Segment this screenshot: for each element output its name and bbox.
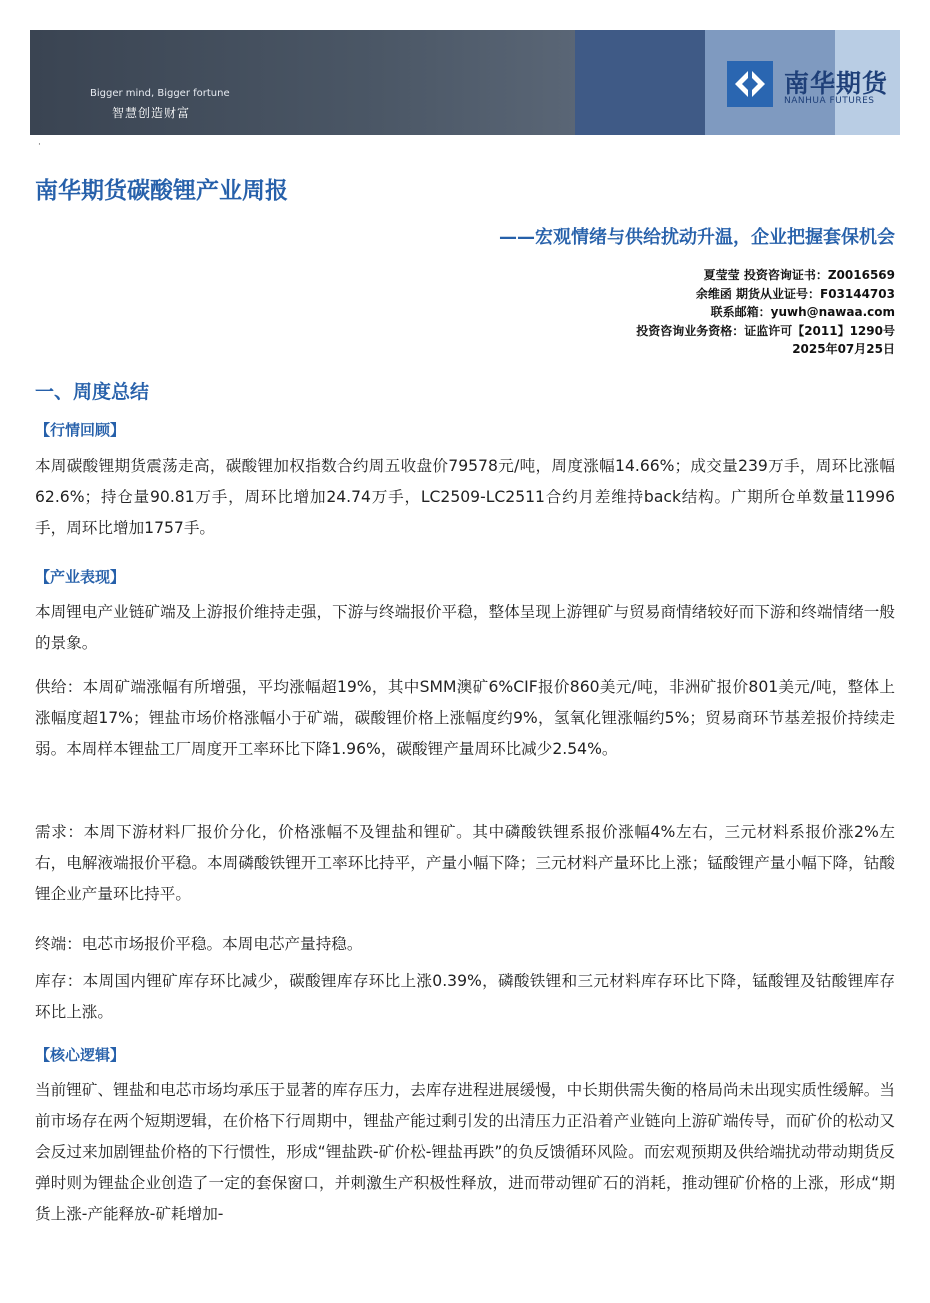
paragraph-supply: 供给：本周矿端涨幅有所增强，平均涨幅超19%，其中SMM澳矿6%CIF报价860美元/吨，非洲矿报价801美元/吨，整体上涨幅度超17%；锂盐市场价格涨幅小于矿端，碳酸锂价格上涨幅度约9%，氢氧化锂涨幅约5%；贸易商环节基差报价持续走弱。本周样本锂盐工厂周度开工率环比下降1.96%，碳酸锂产量周环比减少2.54%。 (35, 678, 895, 758)
paragraph-demand: 需求：本周下游材料厂报价分化，价格涨幅不及锂盐和锂矿。其中磷酸铁锂系报价涨幅4%左右，三元材料系报价涨2%左右，电解液端报价平稳。本周磷酸铁锂开工率环比持平，产量小幅下降；三元材料产量环比上涨；锰酸锂产量小幅下降，钴酸锂企业产量环比持平。 (35, 823, 895, 903)
logo-text-chinese: 南华期货 (784, 69, 889, 98)
section-heading: 一、周度总结 (35, 381, 150, 403)
author-line: 余维函 期货从业证号：F03144703 (695, 286, 895, 301)
paragraph-industry-intro: 本周锂电产业链矿端及上游报价维持走强，下游与终端报价平稳，整体呈现上游锂矿与贸易商情绪较好而下游和终端情绪一般的景象。 (35, 603, 895, 652)
banner-stripe (575, 30, 705, 135)
report-title: 南华期货碳酸锂产业周报 (35, 178, 288, 204)
author-info (636, 266, 895, 359)
paragraph-market-review: 本周碳酸锂期货震荡走高，碳酸锂加权指数合约周五收盘价79578元/吨，周度涨幅14.66%；成交量239万手，周环比涨幅62.6%；持仓量90.81万手，周环比增加24.74万手，LC2509-LC2511合约月差维持back结构。广期所仓单数量11996手，周环比增加1757手。 (35, 457, 895, 537)
page-marker: · (38, 140, 41, 150)
slogan-english: Bigger mind, Bigger fortune (90, 88, 230, 99)
license-line: 投资咨询业务资格：证监许可【2011】1290号 (636, 323, 895, 338)
subsection-heading-industry: 【产业表现】 (35, 568, 126, 586)
slogan-chinese: 智慧创造财富 (112, 106, 191, 120)
paragraph-core-logic: 当前锂矿、锂盐和电芯市场均承压于显著的库存压力，去库存进程进展缓慢，中长期供需失衡的格局尚未出现实质性缓解。当前市场存在两个短期逻辑，在价格下行周期中，锂盐产能过剩引发的出清压力正沿着产业链向上游矿端传导，而矿价的松动又会反过来加剧锂盐价格的下行惯性，形成“锂盐跌-矿价松-锂盐再跌”的负反馈循环风险。而宏观预期及供给端扰动带动期货反弹时则为锂盐企业创造了一定的套保窗口，并刺激生产积极性释放，进而带动锂矿石的消耗，推动锂矿价格的上涨，形成“期货上涨-产能释放-矿耗增加- (35, 1081, 895, 1223)
paragraph-inventory: 库存：本周国内锂矿库存环比减少，碳酸锂库存环比上涨0.39%，磷酸铁锂和三元材料库存环比下降，锰酸锂及钴酸锂库存环比上涨。 (35, 972, 895, 1021)
contact-email: 联系邮箱：yuwh@nawaa.com (710, 305, 895, 319)
nanhua-logo-icon (727, 61, 773, 107)
logo-text-english: NANHUA FUTURES (784, 96, 875, 106)
author-line: 夏莹莹 投资咨询证书：Z0016569 (703, 268, 895, 282)
subsection-heading-market-review: 【行情回顾】 (35, 421, 126, 439)
report-date: 2025年07月25日 (792, 342, 895, 356)
report-subtitle: ——宏观情绪与供给扰动升温，企业把握套保机会 (499, 227, 895, 248)
paragraph-terminal: 终端：电芯市场报价平稳。本周电芯产量持稳。 (35, 935, 363, 953)
header-banner (30, 30, 900, 135)
subsection-heading-core-logic: 【核心逻辑】 (35, 1046, 126, 1064)
